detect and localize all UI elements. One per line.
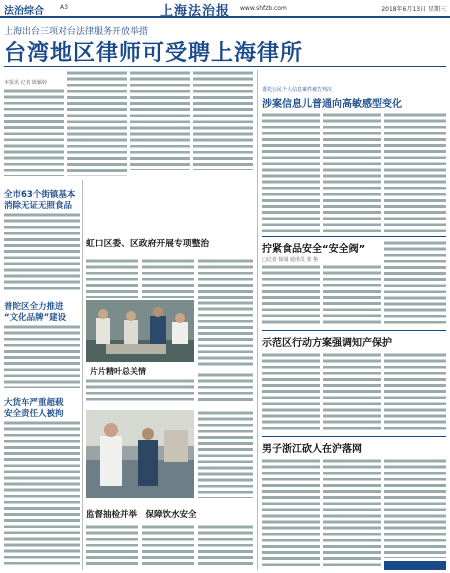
photo1-caption: [86, 378, 194, 402]
story4-headline-2: 安全责任人被拘: [4, 409, 64, 419]
paper-url: www.shfzb.com: [240, 5, 287, 12]
story3-text: [4, 324, 80, 388]
story7-col1: [262, 264, 320, 324]
edition-date: 2018年6月13日 星期三: [381, 6, 446, 13]
story10-col2: [142, 524, 194, 568]
story7-col3: [384, 240, 446, 324]
story3-headline-2: “文化品牌”建设: [4, 313, 67, 323]
story5-col2: [142, 258, 194, 298]
story6-kicker: 委托公民个人信息案件被告判决: [262, 87, 333, 93]
story2-headline-2: 消除无证无照食品: [4, 201, 73, 211]
lead-column-3: [130, 70, 190, 170]
edition-info: A3: [60, 4, 68, 11]
divider: [82, 180, 83, 570]
story8-col3: [384, 352, 446, 430]
photo-officers: [86, 300, 194, 362]
lead-byline: 本报讯 记者 陈颖婷: [4, 80, 48, 86]
contact-stamp: [384, 561, 446, 570]
story10-col1: [86, 524, 138, 568]
story8-rule: [262, 330, 446, 331]
story9-col3: [384, 458, 446, 558]
story10-headline: 监督抽检并举 保障饮水安全: [86, 510, 197, 520]
story8-col1: [262, 352, 320, 430]
divider: [257, 70, 258, 570]
page-header: [0, 0, 450, 18]
story2-headline-1: 全市63个街镇基本: [4, 190, 76, 200]
story6-headline: 涉案信息儿普通向高敏感型变化: [262, 99, 402, 110]
story6-col1: [262, 112, 320, 232]
lead-column-4: [193, 70, 253, 170]
photo-inspection: [86, 410, 194, 498]
story5-headline: 虹口区委、区政府开展专项整治: [86, 239, 210, 249]
story7-rule: [262, 236, 446, 237]
paper-masthead: 上海法治报: [160, 4, 231, 19]
lead-headline: 台湾地区律师可受聘上海律所: [4, 41, 304, 66]
story9-headline: 男子浙江砍人在沪落网: [262, 444, 362, 455]
story5-col4: [198, 300, 253, 368]
lead-kicker: 上海出台三项对台法律服务开放举措: [4, 27, 149, 37]
lead-column-1: [4, 88, 64, 176]
story7-headline: 拧紧食品安全“安全阀”: [262, 244, 366, 255]
story9-col1: [262, 458, 320, 568]
lead-rule: [4, 66, 446, 67]
story9-col2: [323, 458, 381, 568]
story7-byline: □记者 徐闻 通讯员 张 艳: [262, 257, 319, 263]
story3-headline-1: 普陀区全力推进: [4, 302, 64, 312]
story4-headline-1: 大货车严重超载: [4, 398, 64, 408]
story9-rule: [262, 436, 446, 437]
story8-col2: [323, 352, 381, 430]
photo1-title: 片片精叶总关情: [90, 367, 146, 376]
story6-col3: [384, 112, 446, 232]
story5-col5: [198, 372, 253, 404]
story5-col3: [198, 258, 253, 300]
story7-col2: [323, 264, 381, 324]
lead-column-2: [67, 70, 127, 176]
story10-col3: [198, 524, 253, 568]
story6-col2: [323, 112, 381, 232]
photo2-side-text: [198, 410, 253, 498]
story2-text: [4, 212, 80, 290]
story8-headline: 示范区行动方案强调知产保护: [262, 338, 392, 349]
section-title: 法治综合: [4, 6, 44, 17]
story4-text: [4, 420, 80, 568]
story5-col1: [86, 258, 138, 298]
